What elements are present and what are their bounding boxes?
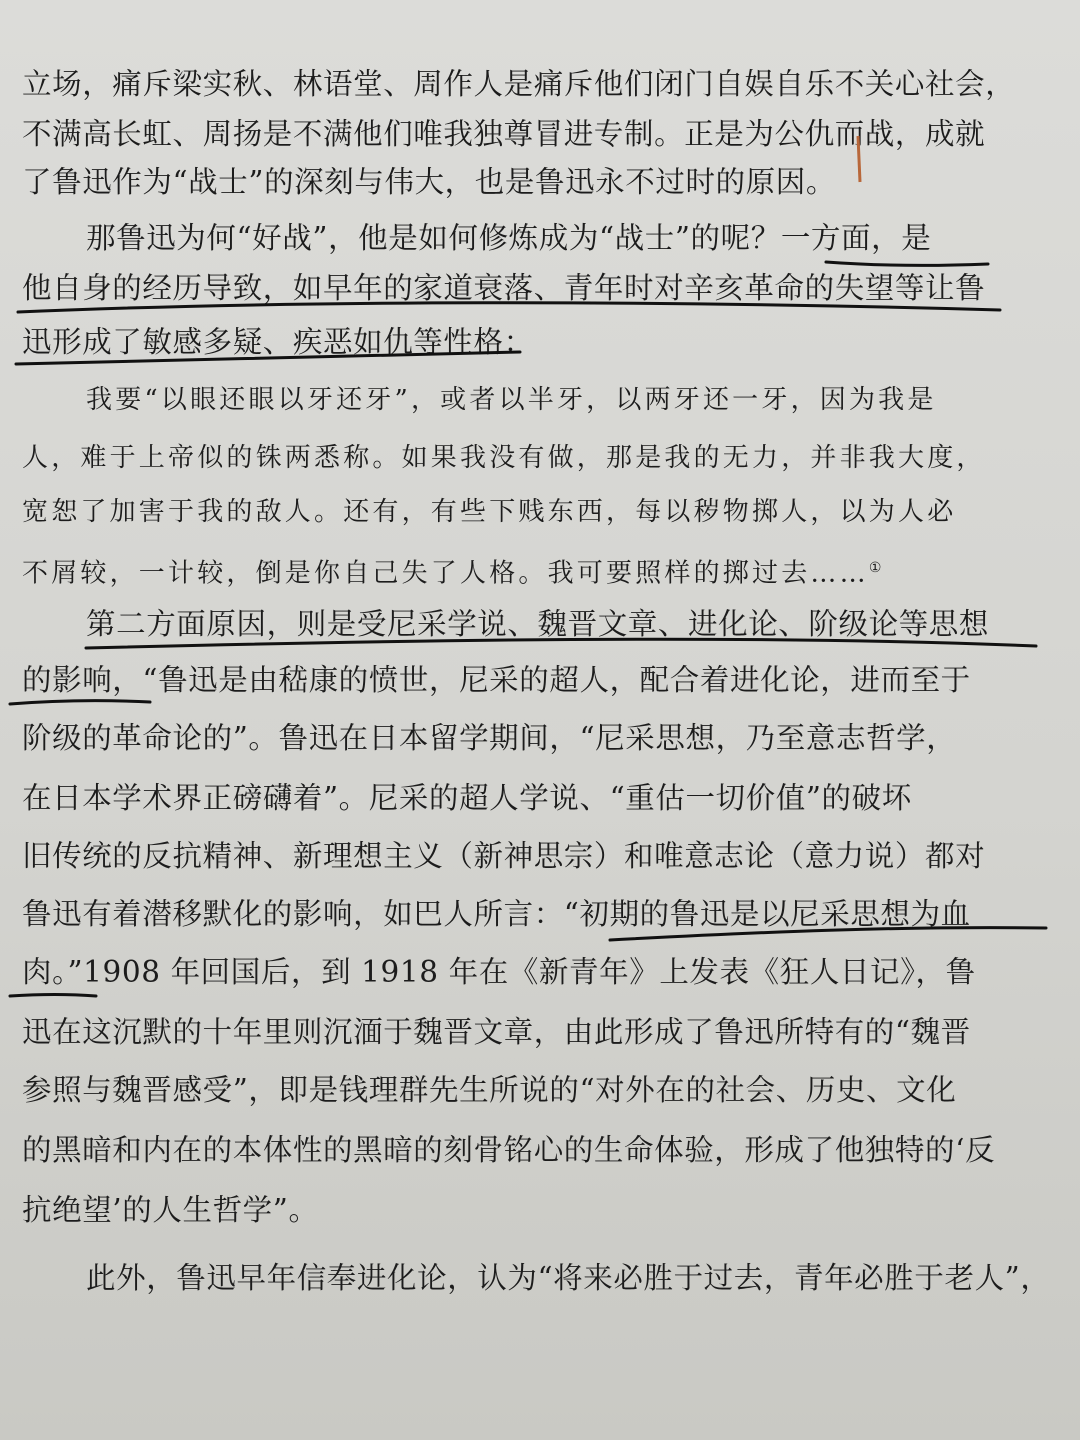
text-line-21: 抗绝望’的人生哲学”。: [22, 1193, 319, 1227]
text-line-3: 了鲁迅作为“战士”的深刻与伟大，也是鲁迅永不过时的原因。: [22, 165, 836, 199]
text-line-1: 立场，痛斥梁实秋、林语堂、周作人是痛斥他们闭门自娱自乐不关心社会，: [22, 67, 1016, 101]
footnote-mark: ①: [868, 560, 885, 576]
quote-line-3: 宽恕了加害于我的敌人。还有，有些下贱东西，每以秽物掷人，以为人必: [22, 497, 957, 527]
underline-2: [18, 303, 1000, 312]
underline-4: [86, 639, 1036, 648]
text-line-11: 第二方面原因，则是受尼采学说、魏晋文章、进化论、阶级论等思想: [86, 607, 990, 641]
quote-line-1: 我要“以眼还眼以牙还牙”，或者以半牙，以两牙还一牙，因为我是: [86, 385, 937, 415]
quote-line-2: 人，难于上帝似的铢两悉称。如果我没有做，那是我的无力，并非我大度，: [22, 443, 986, 473]
text-line-12: 的影响，“鲁迅是由嵇康的愤世，尼采的超人，配合着进化论，进而至于: [22, 663, 971, 697]
underline-1: [826, 262, 988, 265]
text-line-13: 阶级的革命论的”。鲁迅在日本留学期间，“尼采思想，乃至意志哲学，: [22, 721, 957, 755]
text-line-6: 迅形成了敏感多疑、疾恶如仇等性格：: [22, 325, 534, 359]
underline-6: [610, 928, 1046, 940]
text-line-4: 那鲁迅为何“好战”，他是如何修炼成为“战士”的呢？一方面，是: [86, 221, 932, 255]
text-line-14: 在日本学术界正磅礴着”。尼采的超人学说、“重估一切价值”的破坏: [22, 781, 912, 815]
underline-5: [10, 701, 150, 704]
text-line-22: 此外，鲁迅早年信奉进化论，认为“将来必胜于过去，青年必胜于老人”，: [86, 1261, 1051, 1295]
text-line-16: 鲁迅有着潜移默化的影响，如巴人所言：“初期的鲁迅是以尼采思想为血: [22, 897, 971, 931]
underline-7: [10, 995, 96, 997]
text-line-19: 参照与魏晋感受”，即是钱理群先生所说的“对外在的社会、历史、文化: [22, 1073, 957, 1107]
pen-mark: [858, 136, 860, 182]
text-line-5: 他自身的经历导致，如早年的家道衰落、青年时对辛亥革命的失望等让鲁: [22, 271, 986, 305]
underline-3: [16, 352, 520, 364]
text-line-18: 迅在这沉默的十年里则沉湎于魏晋文章，由此形成了鲁迅所特有的“魏晋: [22, 1015, 971, 1049]
text-line-20: 的黑暗和内在的本体性的黑暗的刻骨铭心的生命体验，形成了他独特的‘反: [22, 1133, 996, 1167]
text-line-2: 不满高长虹、周扬是不满他们唯我独尊冒进专制。正是为公仇而战，成就: [22, 117, 986, 151]
quote-line-4-text: 不屑较，一计较，倒是你自己失了人格。我可要照样的掷过去……: [22, 558, 869, 589]
text-line-17: 肉。”1908 年回国后，到 1918 年在《新青年》上发表《狂人日记》，鲁: [22, 955, 976, 989]
text-line-15: 旧传统的反抗精神、新理想主义（新神思宗）和唯意志论（意力说）都对: [22, 839, 986, 873]
